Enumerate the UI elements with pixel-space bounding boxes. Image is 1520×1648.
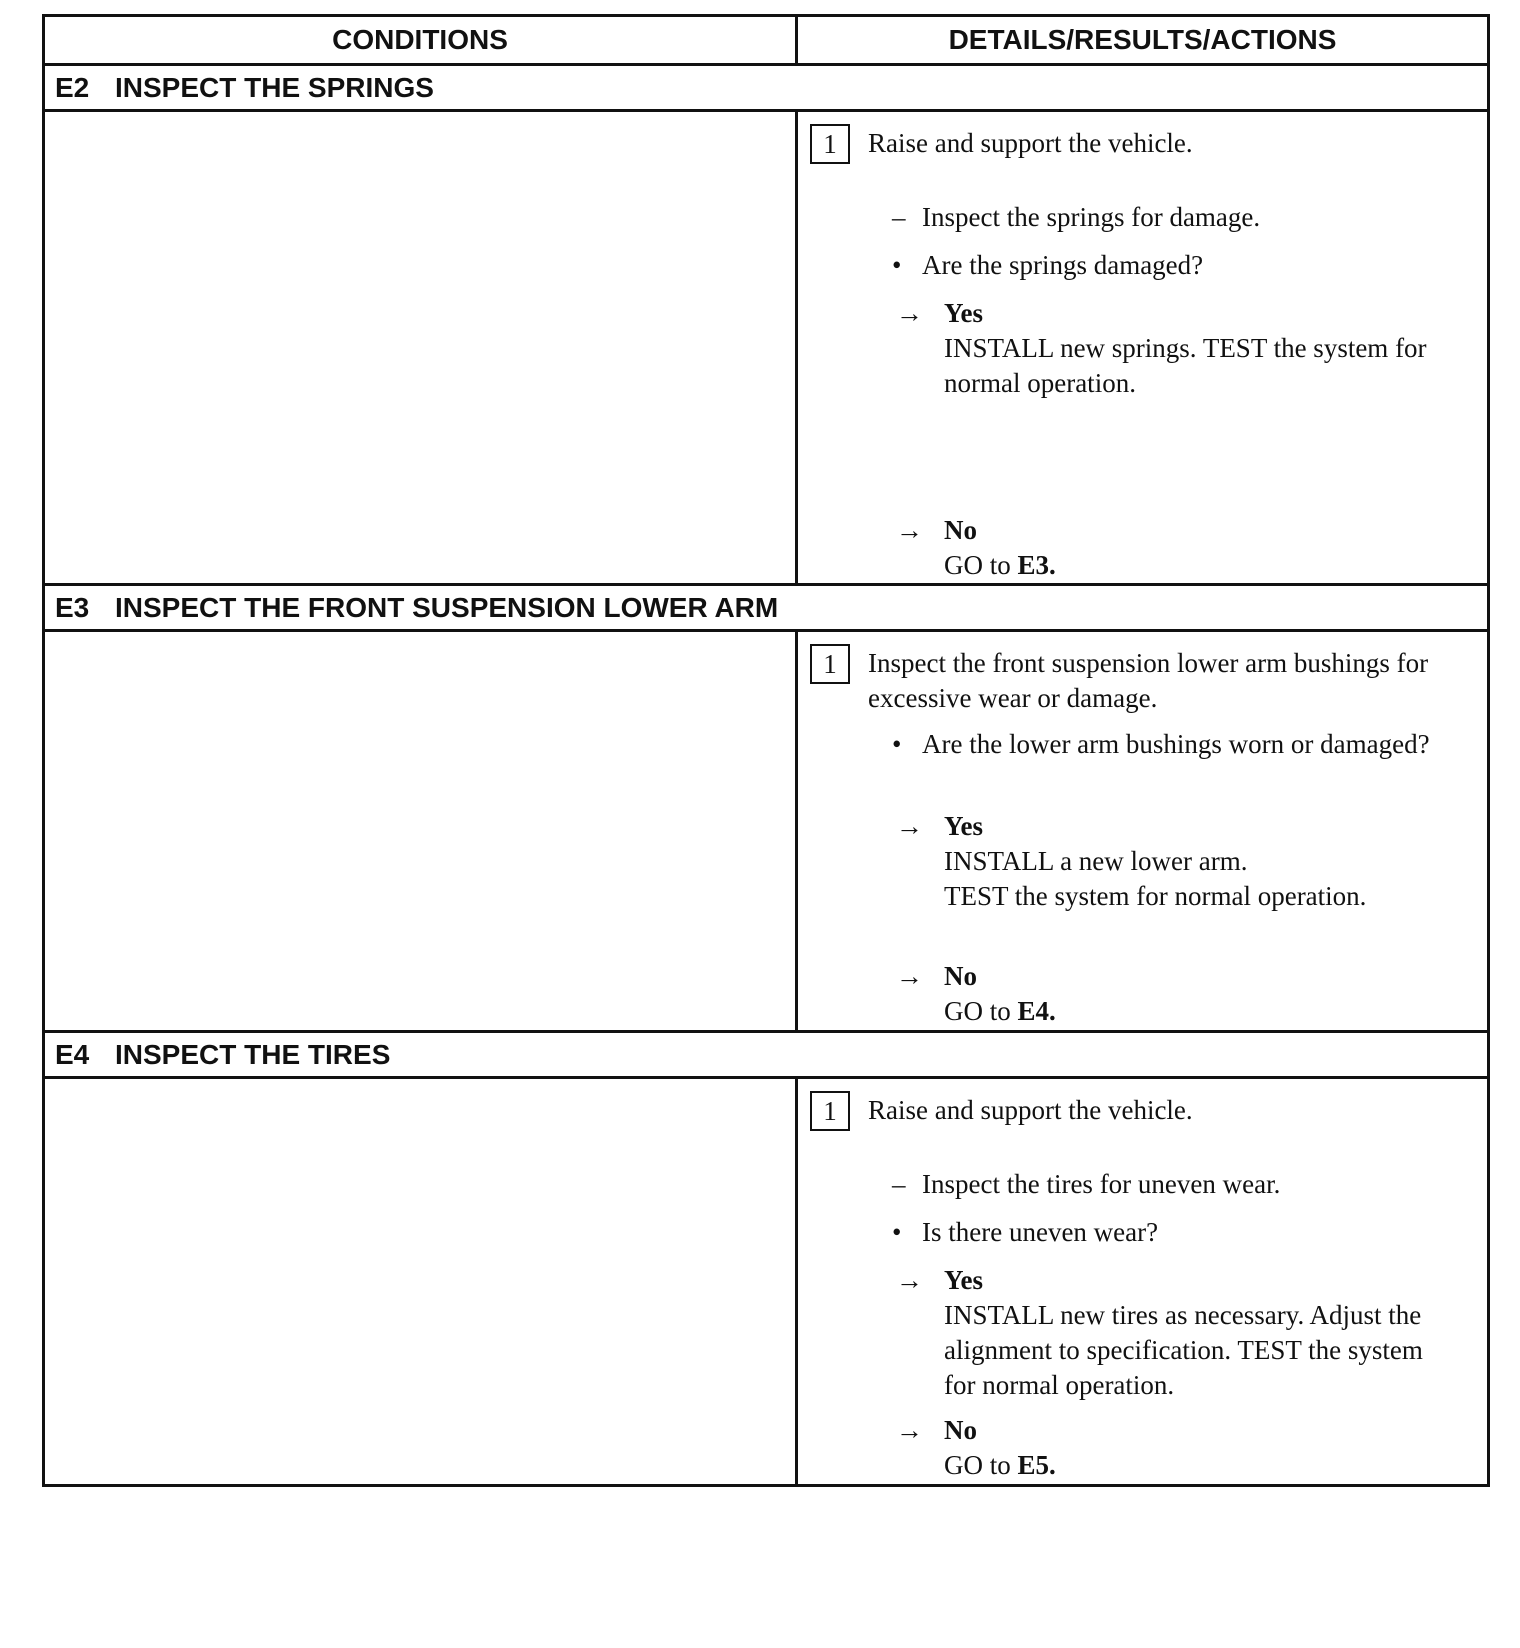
section-title-text: INSPECT THE TIRES: [115, 1038, 391, 1070]
diagnostic-table: [42, 14, 1490, 1487]
dash-marker: –: [892, 202, 906, 232]
no-action-text: [896, 548, 1456, 583]
dash-line: [892, 1167, 1462, 1202]
arrow-marker: →: [896, 515, 923, 545]
step-text: Raise and support the vehicle.: [868, 128, 1193, 158]
bullet-marker: •: [892, 729, 902, 759]
conditions-cell: [45, 632, 798, 1030]
section-title-e3: [45, 586, 1487, 632]
section-title-text: INSPECT THE FRONT SUSPENSION LOWER ARM: [115, 591, 779, 623]
section-body-e3: [45, 632, 1487, 1033]
bullet-marker: •: [892, 1217, 902, 1247]
section-body-e2: [45, 112, 1487, 586]
section-title-e2: [45, 66, 1487, 112]
step-text: Inspect the front suspension lower arm bushings for excessive wear or damage.: [868, 648, 1429, 713]
step-1: [810, 644, 1458, 716]
section-code: E2: [55, 71, 90, 103]
section-title-text: INSPECT THE SPRINGS: [115, 71, 434, 103]
yes-action-text-2: TEST the system for normal operation.: [944, 881, 1367, 911]
header-details: DETAILS/RESULTS/ACTIONS: [948, 24, 1337, 55]
step-number-box: 1: [810, 1091, 850, 1131]
no-label: No: [944, 1415, 977, 1445]
yes-label: Yes: [944, 298, 983, 328]
no-result: [896, 513, 1456, 583]
yes-action-text: INSTALL new tires as necessary. Adjust the alignment to specification. TEST the system for normal operation.: [944, 1300, 1423, 1400]
no-prefix: GO to: [944, 996, 1018, 1026]
question-text: Is there uneven wear?: [922, 1217, 1159, 1247]
yes-result: [896, 1263, 1456, 1403]
step-number-box: 1: [810, 644, 850, 684]
dash-marker: –: [892, 1169, 906, 1199]
section-body-e4: [45, 1079, 1487, 1484]
conditions-cell: [45, 1079, 798, 1484]
no-action-text: [896, 1448, 1456, 1483]
conditions-cell: [45, 112, 798, 583]
question-line: [892, 248, 1462, 283]
no-prefix: GO to: [944, 1450, 1018, 1480]
no-result: [896, 959, 1456, 1029]
question-text: Are the springs damaged?: [922, 250, 1204, 280]
details-cell: [798, 112, 1487, 583]
step-1: [810, 124, 1458, 164]
arrow-marker: →: [896, 298, 923, 328]
details-cell: [798, 632, 1487, 1030]
yes-action-text-1: INSTALL a new lower arm.: [944, 846, 1248, 876]
no-ref-link: E3.: [1017, 550, 1056, 580]
question-line: [892, 1215, 1462, 1250]
step-number-box: 1: [810, 124, 850, 164]
yes-result: [896, 296, 1456, 401]
bullet-marker: •: [892, 250, 902, 280]
header-conditions: CONDITIONS: [45, 17, 798, 63]
arrow-marker: →: [896, 811, 923, 841]
no-ref-link: E4.: [1017, 996, 1056, 1026]
dash-text: Inspect the tires for uneven wear.: [922, 1169, 1281, 1199]
dash-line: [892, 200, 1462, 235]
yes-result: [896, 809, 1456, 914]
yes-label: Yes: [944, 811, 983, 841]
question-line: [892, 727, 1462, 762]
section-code: E3: [55, 591, 90, 623]
arrow-marker: →: [896, 1415, 923, 1445]
section-code: E4: [55, 1038, 90, 1070]
no-result: [896, 1413, 1456, 1483]
yes-action-text: INSTALL new springs. TEST the system for normal operation.: [944, 333, 1427, 398]
no-prefix: GO to: [944, 550, 1018, 580]
step-1: [810, 1091, 1458, 1131]
details-cell: [798, 1079, 1487, 1484]
no-label: No: [944, 515, 977, 545]
arrow-marker: →: [896, 961, 923, 991]
table-header: [45, 17, 1487, 66]
question-text: Are the lower arm bushings worn or damaged?: [922, 729, 1430, 759]
no-action-text: [896, 994, 1456, 1029]
section-title-e4: [45, 1033, 1487, 1079]
dash-text: Inspect the springs for damage.: [922, 202, 1261, 232]
yes-label: Yes: [944, 1265, 983, 1295]
arrow-marker: →: [896, 1265, 923, 1295]
no-ref-link: E5.: [1017, 1450, 1056, 1480]
no-label: No: [944, 961, 977, 991]
step-text: Raise and support the vehicle.: [868, 1095, 1193, 1125]
